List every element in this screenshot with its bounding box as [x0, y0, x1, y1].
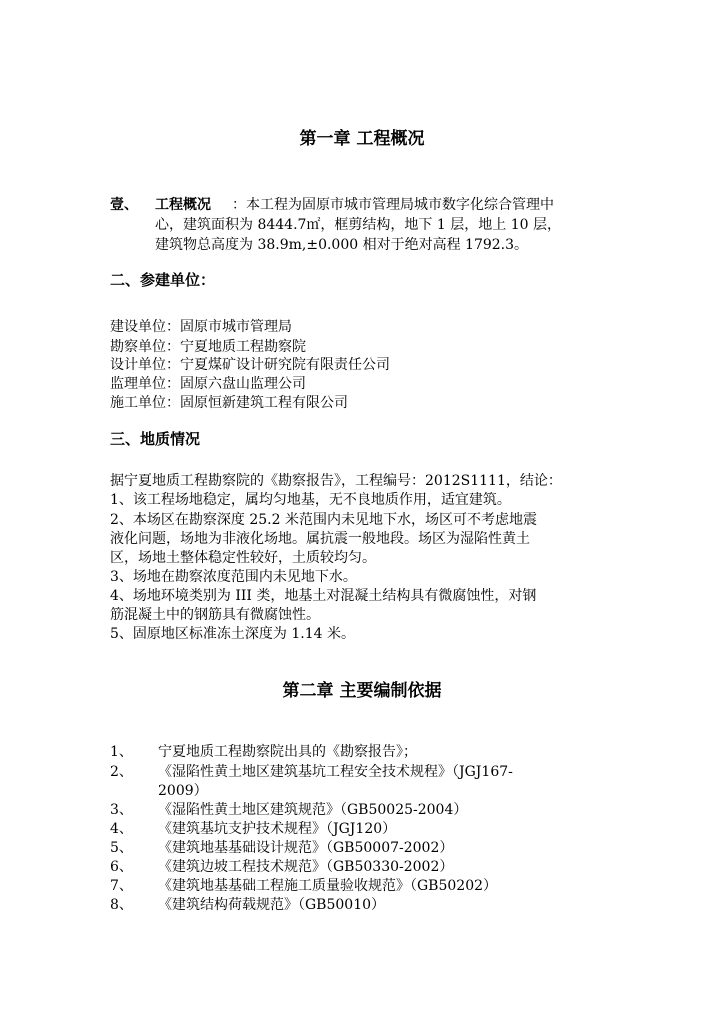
overview-line: 心，建筑面积为 8444.7㎡，框剪结构，地下 1 层，地上 10 层， — [155, 217, 561, 233]
basis-number: 6、 — [110, 859, 133, 875]
parties-heading: 二、参建单位： — [110, 271, 216, 289]
geology-line: 2、本场区在勘察深度 25.2 米范围内未见地下水，场区可不考虑地震 — [110, 512, 537, 528]
geology-line: 3、场地在勘察浓度范围内未见地下水。 — [110, 569, 357, 585]
basis-number: 5、 — [110, 840, 133, 856]
basis-item: 《湿陷性黄土地区建筑基坑工程安全技术规程》（JGJ167- — [158, 764, 513, 780]
party-item: 设计单位：宁夏煤矿设计研究院有限责任公司 — [110, 357, 390, 373]
overview-line: 建筑物总高度为 38.9m,±0.000 相对于绝对高程 1792.3。 — [155, 237, 529, 253]
basis-item: 《建筑结构荷载规范》（GB50010） — [158, 897, 386, 913]
overview-number: 壹、 — [110, 197, 138, 213]
geology-line: 5、固原地区标准冻土深度为 1.14 米。 — [110, 626, 355, 642]
basis-item-continuation: 2009） — [158, 783, 208, 799]
overview-label: 工程概况 — [155, 197, 211, 213]
geology-heading: 三、地质情况 — [110, 430, 201, 448]
basis-number: 4、 — [110, 821, 133, 837]
geology-line: 4、场地环境类别为 III 类，地基土对混凝土结构具有微腐蚀性，对钢 — [110, 588, 537, 604]
overview-line: ：本工程为固原市城市管理局城市数字化综合管理中 — [232, 197, 554, 213]
chapter-1-title: 第一章 工程概况 — [299, 129, 425, 149]
geology-line: 据宁夏地质工程勘察院的《勘察报告》，工程编号：2012S1111，结论： — [110, 473, 562, 489]
basis-number: 7、 — [110, 878, 133, 894]
geology-line: 1、该工程场地稳定，属均匀地基，无不良地质作用，适宜建筑。 — [110, 492, 511, 508]
party-item: 施工单位：固原恒新建筑工程有限公司 — [110, 395, 348, 411]
basis-item: 《建筑基坑支护技术规程》（JGJ120） — [158, 821, 397, 837]
overview-heading — [110, 196, 211, 214]
party-item: 建设单位：固原市城市管理局 — [110, 319, 292, 335]
geology-line: 液化问题，场地为非液化场地。属抗震一般地段。场区为湿陷性黄土 — [110, 531, 530, 547]
basis-item: 《建筑边坡工程技术规范》（GB50330-2002） — [158, 859, 454, 875]
basis-item: 《建筑地基基础工程施工质量验收规范》（GB50202） — [158, 878, 498, 894]
basis-number: 2、 — [110, 764, 133, 780]
basis-item: 《湿陷性黄土地区建筑规范》（GB50025-2004） — [158, 802, 468, 818]
chapter-2-title: 第二章 主要编制依据 — [282, 681, 442, 701]
basis-number: 1、 — [110, 744, 133, 760]
geology-line: 筋混凝土中的钢筋具有微腐蚀性。 — [110, 607, 320, 623]
basis-number: 8、 — [110, 897, 133, 913]
basis-item: 《建筑地基基础设计规范》（GB50007-2002） — [158, 840, 454, 856]
party-item: 监理单位：固原六盘山监理公司 — [110, 376, 306, 392]
party-item: 勘察单位：宁夏地质工程勘察院 — [110, 339, 306, 355]
basis-item: 宁夏地质工程勘察院出具的《勘察报告》； — [158, 744, 417, 760]
geology-line: 区，场地土整体稳定性较好，土质较均匀。 — [110, 550, 376, 566]
basis-number: 3、 — [110, 802, 133, 818]
